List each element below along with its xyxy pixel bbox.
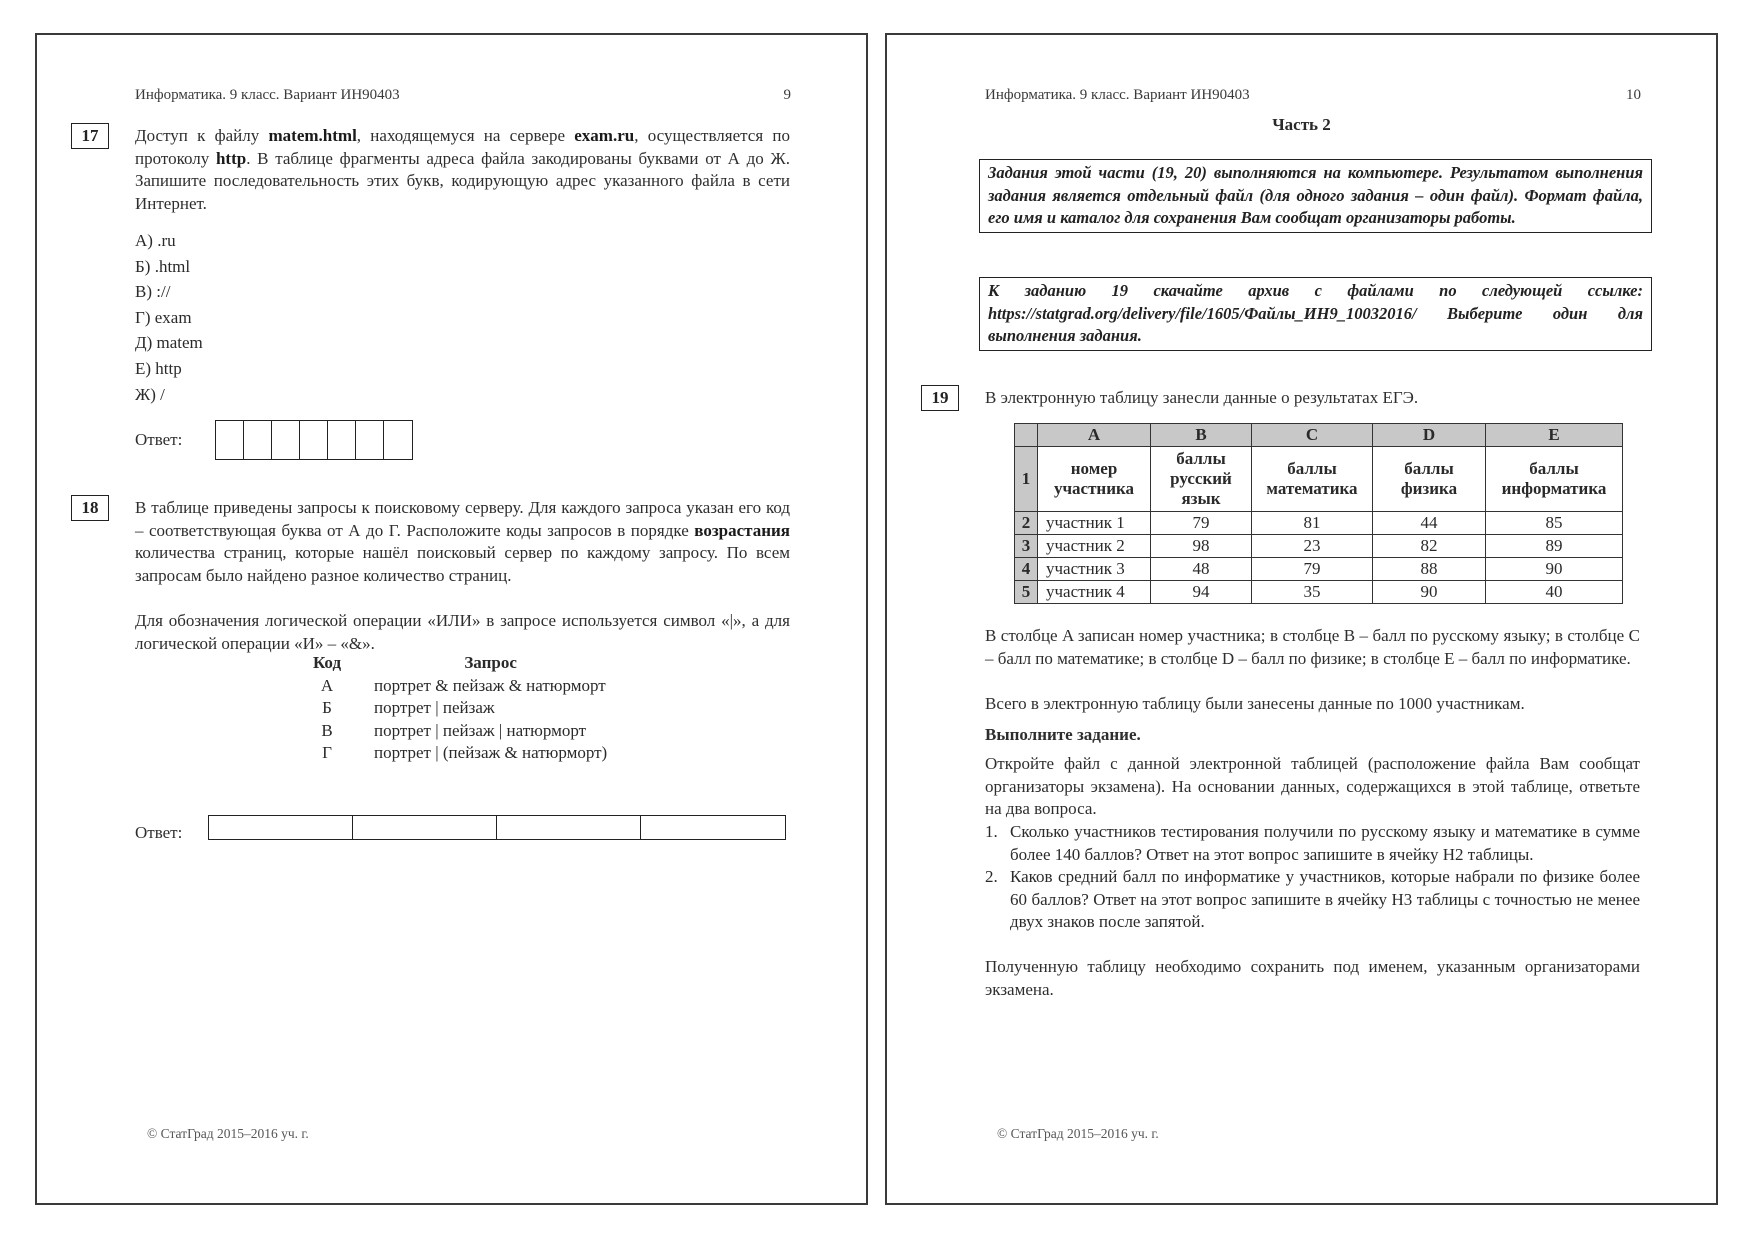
do-task-heading: Выполните задание. bbox=[985, 725, 1141, 744]
question-number: 1. bbox=[985, 822, 998, 841]
option-g bbox=[135, 305, 203, 331]
answer-grid-18[interactable] bbox=[208, 815, 786, 840]
query-row bbox=[297, 742, 607, 765]
query-code: Г bbox=[322, 743, 332, 762]
cell: 90 bbox=[1486, 558, 1623, 581]
footer-copyright: © СтатГрад 2015–2016 уч. г. bbox=[997, 1126, 1159, 1141]
query-text: портрет | (пейзаж & натюрморт) bbox=[374, 743, 608, 762]
page-10 bbox=[885, 33, 1718, 1205]
answer-cell[interactable] bbox=[497, 816, 641, 839]
query-code: В bbox=[321, 720, 333, 740]
task-17-text bbox=[135, 125, 790, 215]
option-letter: Г) bbox=[135, 307, 151, 327]
row-header: 2 bbox=[1015, 512, 1038, 535]
question-item bbox=[985, 821, 1640, 866]
header-cell: баллы физика bbox=[1373, 447, 1486, 512]
query-code: А bbox=[320, 675, 334, 695]
task-number-18: 18 bbox=[71, 495, 109, 521]
query-code: Б bbox=[322, 698, 332, 717]
row-header: 3 bbox=[1015, 535, 1038, 558]
text-fragment: Доступ к файлу bbox=[135, 126, 269, 145]
option-v bbox=[135, 279, 203, 305]
col-header-code: Код bbox=[312, 653, 342, 672]
option-value: .ru bbox=[157, 231, 176, 250]
cell: 90 bbox=[1373, 581, 1486, 604]
option-letter: Ж) bbox=[135, 384, 156, 404]
option-zh bbox=[135, 382, 203, 408]
task-19-intro: В электронную таблицу занесли данные о результатах ЕГЭ. bbox=[985, 388, 1419, 407]
option-letter: В) bbox=[135, 282, 152, 302]
text-fragment: количества страниц, которые нашёл поисковый сервер по каждому запросу. По всем запросам было найдено разное количество страниц. bbox=[135, 543, 790, 585]
question-text: Сколько участников тестирования получили по русскому языку и математике в сумме более 140 баллов? Ответ на этот вопрос запишите в ячейку H2 таблицы. bbox=[1010, 822, 1640, 864]
task-18-text bbox=[135, 497, 790, 587]
column-header-b: B bbox=[1151, 424, 1252, 447]
header-cell: номер участника bbox=[1038, 447, 1151, 512]
column-header-c: C bbox=[1252, 424, 1373, 447]
emphasis: возрастания bbox=[694, 520, 790, 540]
column-header-d: D bbox=[1373, 424, 1486, 447]
cell: участник 1 bbox=[1038, 512, 1151, 535]
option-value: .html bbox=[154, 256, 191, 276]
cell: 44 bbox=[1373, 512, 1486, 535]
footer-copyright: © СтатГрад 2015–2016 уч. г. bbox=[147, 1126, 309, 1141]
text-fragment: , осуществляется по протоколу bbox=[135, 126, 790, 168]
option-letter: Е) bbox=[135, 358, 152, 378]
cell: участник 4 bbox=[1038, 581, 1151, 604]
cell: 82 bbox=[1373, 535, 1486, 558]
page-number: 10 bbox=[1626, 87, 1641, 103]
cell: 85 bbox=[1486, 512, 1623, 535]
answer-cell[interactable] bbox=[328, 421, 356, 459]
option-e bbox=[135, 356, 203, 382]
cell: 40 bbox=[1486, 581, 1623, 604]
option-value: exam bbox=[154, 307, 192, 327]
total-participants-note: Всего в электронную таблицу были занесены данные по 1000 участникам. bbox=[985, 694, 1525, 713]
query-text: портрет & пейзаж & натюрморт bbox=[374, 675, 606, 695]
cell: 35 bbox=[1252, 581, 1373, 604]
answer-cell[interactable] bbox=[384, 421, 412, 459]
col-header-query: Запрос bbox=[464, 653, 517, 672]
task-number-17: 17 bbox=[71, 123, 109, 149]
task-17-options bbox=[135, 228, 203, 407]
option-value: / bbox=[160, 384, 165, 404]
query-row bbox=[297, 697, 607, 720]
cell: 79 bbox=[1252, 558, 1373, 581]
notice-computer-tasks: Задания этой части (19, 20) выполняются на компьютере. Результатом выполнения задания является отдельный файл (для одного задания – один файл). Формат файла, его имя и каталог для сохранения Вам сообщат организаторы работы. bbox=[979, 159, 1652, 233]
header-cell: баллы русский язык bbox=[1151, 447, 1252, 512]
option-a bbox=[135, 228, 203, 254]
cell: 98 bbox=[1151, 535, 1252, 558]
cell: 23 bbox=[1252, 535, 1373, 558]
page-number: 9 bbox=[783, 87, 791, 103]
sheet-row bbox=[1015, 581, 1623, 604]
header-cell: баллы математика bbox=[1252, 447, 1373, 512]
save-note: Полученную таблицу необходимо сохранить под именем, указанным организаторами экзамена. bbox=[985, 957, 1640, 999]
answer-cell[interactable] bbox=[244, 421, 272, 459]
running-head: Информатика. 9 класс. Вариант ИН90403 bbox=[135, 87, 400, 103]
answer-label-18: Ответ: bbox=[135, 823, 183, 842]
text-fragment: , находящемуся на сервере bbox=[356, 126, 575, 145]
sheet-row bbox=[1015, 558, 1623, 581]
sheet-corner bbox=[1015, 424, 1038, 447]
question-number: 2. bbox=[985, 867, 998, 886]
sheet-row bbox=[1015, 512, 1623, 535]
option-value: matem bbox=[156, 333, 203, 353]
query-text: портрет | пейзаж | натюрморт bbox=[374, 720, 587, 740]
operators-note: Для обозначения логической операции «ИЛИ» в запросе используется символ «|», а для логической операции «И» – «&». bbox=[135, 611, 790, 653]
answer-cell[interactable] bbox=[641, 816, 785, 839]
cell: 79 bbox=[1151, 512, 1252, 535]
query-row bbox=[297, 720, 607, 743]
running-head: Информатика. 9 класс. Вариант ИН90403 bbox=[985, 87, 1250, 103]
answer-cell[interactable] bbox=[209, 816, 353, 839]
answer-cell[interactable] bbox=[272, 421, 300, 459]
option-value: http bbox=[155, 358, 182, 378]
questions-list bbox=[985, 821, 1640, 934]
spreadsheet-table bbox=[1014, 423, 1623, 604]
row-header: 4 bbox=[1015, 558, 1038, 581]
answer-cell[interactable] bbox=[216, 421, 244, 459]
answer-cell[interactable] bbox=[353, 816, 497, 839]
protocol-name: http bbox=[215, 148, 247, 168]
question-item bbox=[985, 866, 1640, 934]
row-header: 1 bbox=[1015, 447, 1038, 512]
option-letter: Д) bbox=[135, 333, 153, 353]
text-fragment: В таблице приведены запросы к поисковому серверу. Для каждого запроса указан его код – соответствующая буква от А до Г. Расположите коды запросов в порядке bbox=[135, 498, 790, 540]
part-title: Часть 2 bbox=[1272, 115, 1331, 134]
query-table bbox=[297, 652, 607, 765]
option-letter: А) bbox=[135, 231, 153, 250]
query-row bbox=[297, 675, 607, 698]
server-name: exam.ru bbox=[574, 126, 635, 145]
cell: 88 bbox=[1373, 558, 1486, 581]
answer-cell[interactable] bbox=[300, 421, 328, 459]
option-letter: Б) bbox=[135, 256, 151, 276]
answer-cell[interactable] bbox=[356, 421, 384, 459]
file-name: matem.html bbox=[268, 126, 357, 145]
task-number-19: 19 bbox=[921, 385, 959, 411]
cell: участник 3 bbox=[1038, 558, 1151, 581]
column-header-e: E bbox=[1486, 424, 1623, 447]
task-instructions: Откройте файл с данной электронной таблицей (расположение файла Вам сообщат организаторы экзамена). На основании данных, содержащихся в этой таблице, ответьте на два вопроса. bbox=[985, 754, 1640, 818]
text-fragment: . В таблице фрагменты адреса файла закодированы буквами от А до Ж. Запишите последовательность этих букв, кодирующую адрес указанного файла в сети Интернет. bbox=[135, 148, 791, 213]
notice-download-archive: К заданию 19 скачайте архив с файлами по следующей ссылке: https://statgrad.org/delivery/file/1605/Файлы_ИН9_10032016/ Выберите один для выполнения задания. bbox=[979, 277, 1652, 351]
cell: 48 bbox=[1151, 558, 1252, 581]
row-header: 5 bbox=[1015, 581, 1038, 604]
cell: участник 2 bbox=[1038, 535, 1151, 558]
answer-label-17: Ответ: bbox=[135, 430, 183, 449]
query-text: портрет | пейзаж bbox=[374, 698, 495, 717]
option-b bbox=[135, 254, 203, 280]
sheet-row bbox=[1015, 535, 1623, 558]
cell: 81 bbox=[1252, 512, 1373, 535]
cell: 89 bbox=[1486, 535, 1623, 558]
option-value: :// bbox=[156, 282, 171, 302]
answer-grid-17[interactable] bbox=[215, 420, 413, 460]
header-cell: баллы информатика bbox=[1486, 447, 1623, 512]
page-9 bbox=[35, 33, 868, 1205]
option-d bbox=[135, 330, 203, 356]
question-text: Каков средний балл по информатике у участников, которые набрали по физике более 60 баллов? Ответ на этот вопрос запишите в ячейку H3 таблицы с точностью не менее двух знаков после запятой. bbox=[1010, 867, 1640, 931]
column-header-a: A bbox=[1038, 424, 1151, 447]
cell: 94 bbox=[1151, 581, 1252, 604]
columns-description: В столбце A записан номер участника; в столбце B – балл по русскому языку; в столбце C – балл по математике; в столбце D – балл по физике; в столбце E – балл по информатике. bbox=[985, 626, 1640, 668]
